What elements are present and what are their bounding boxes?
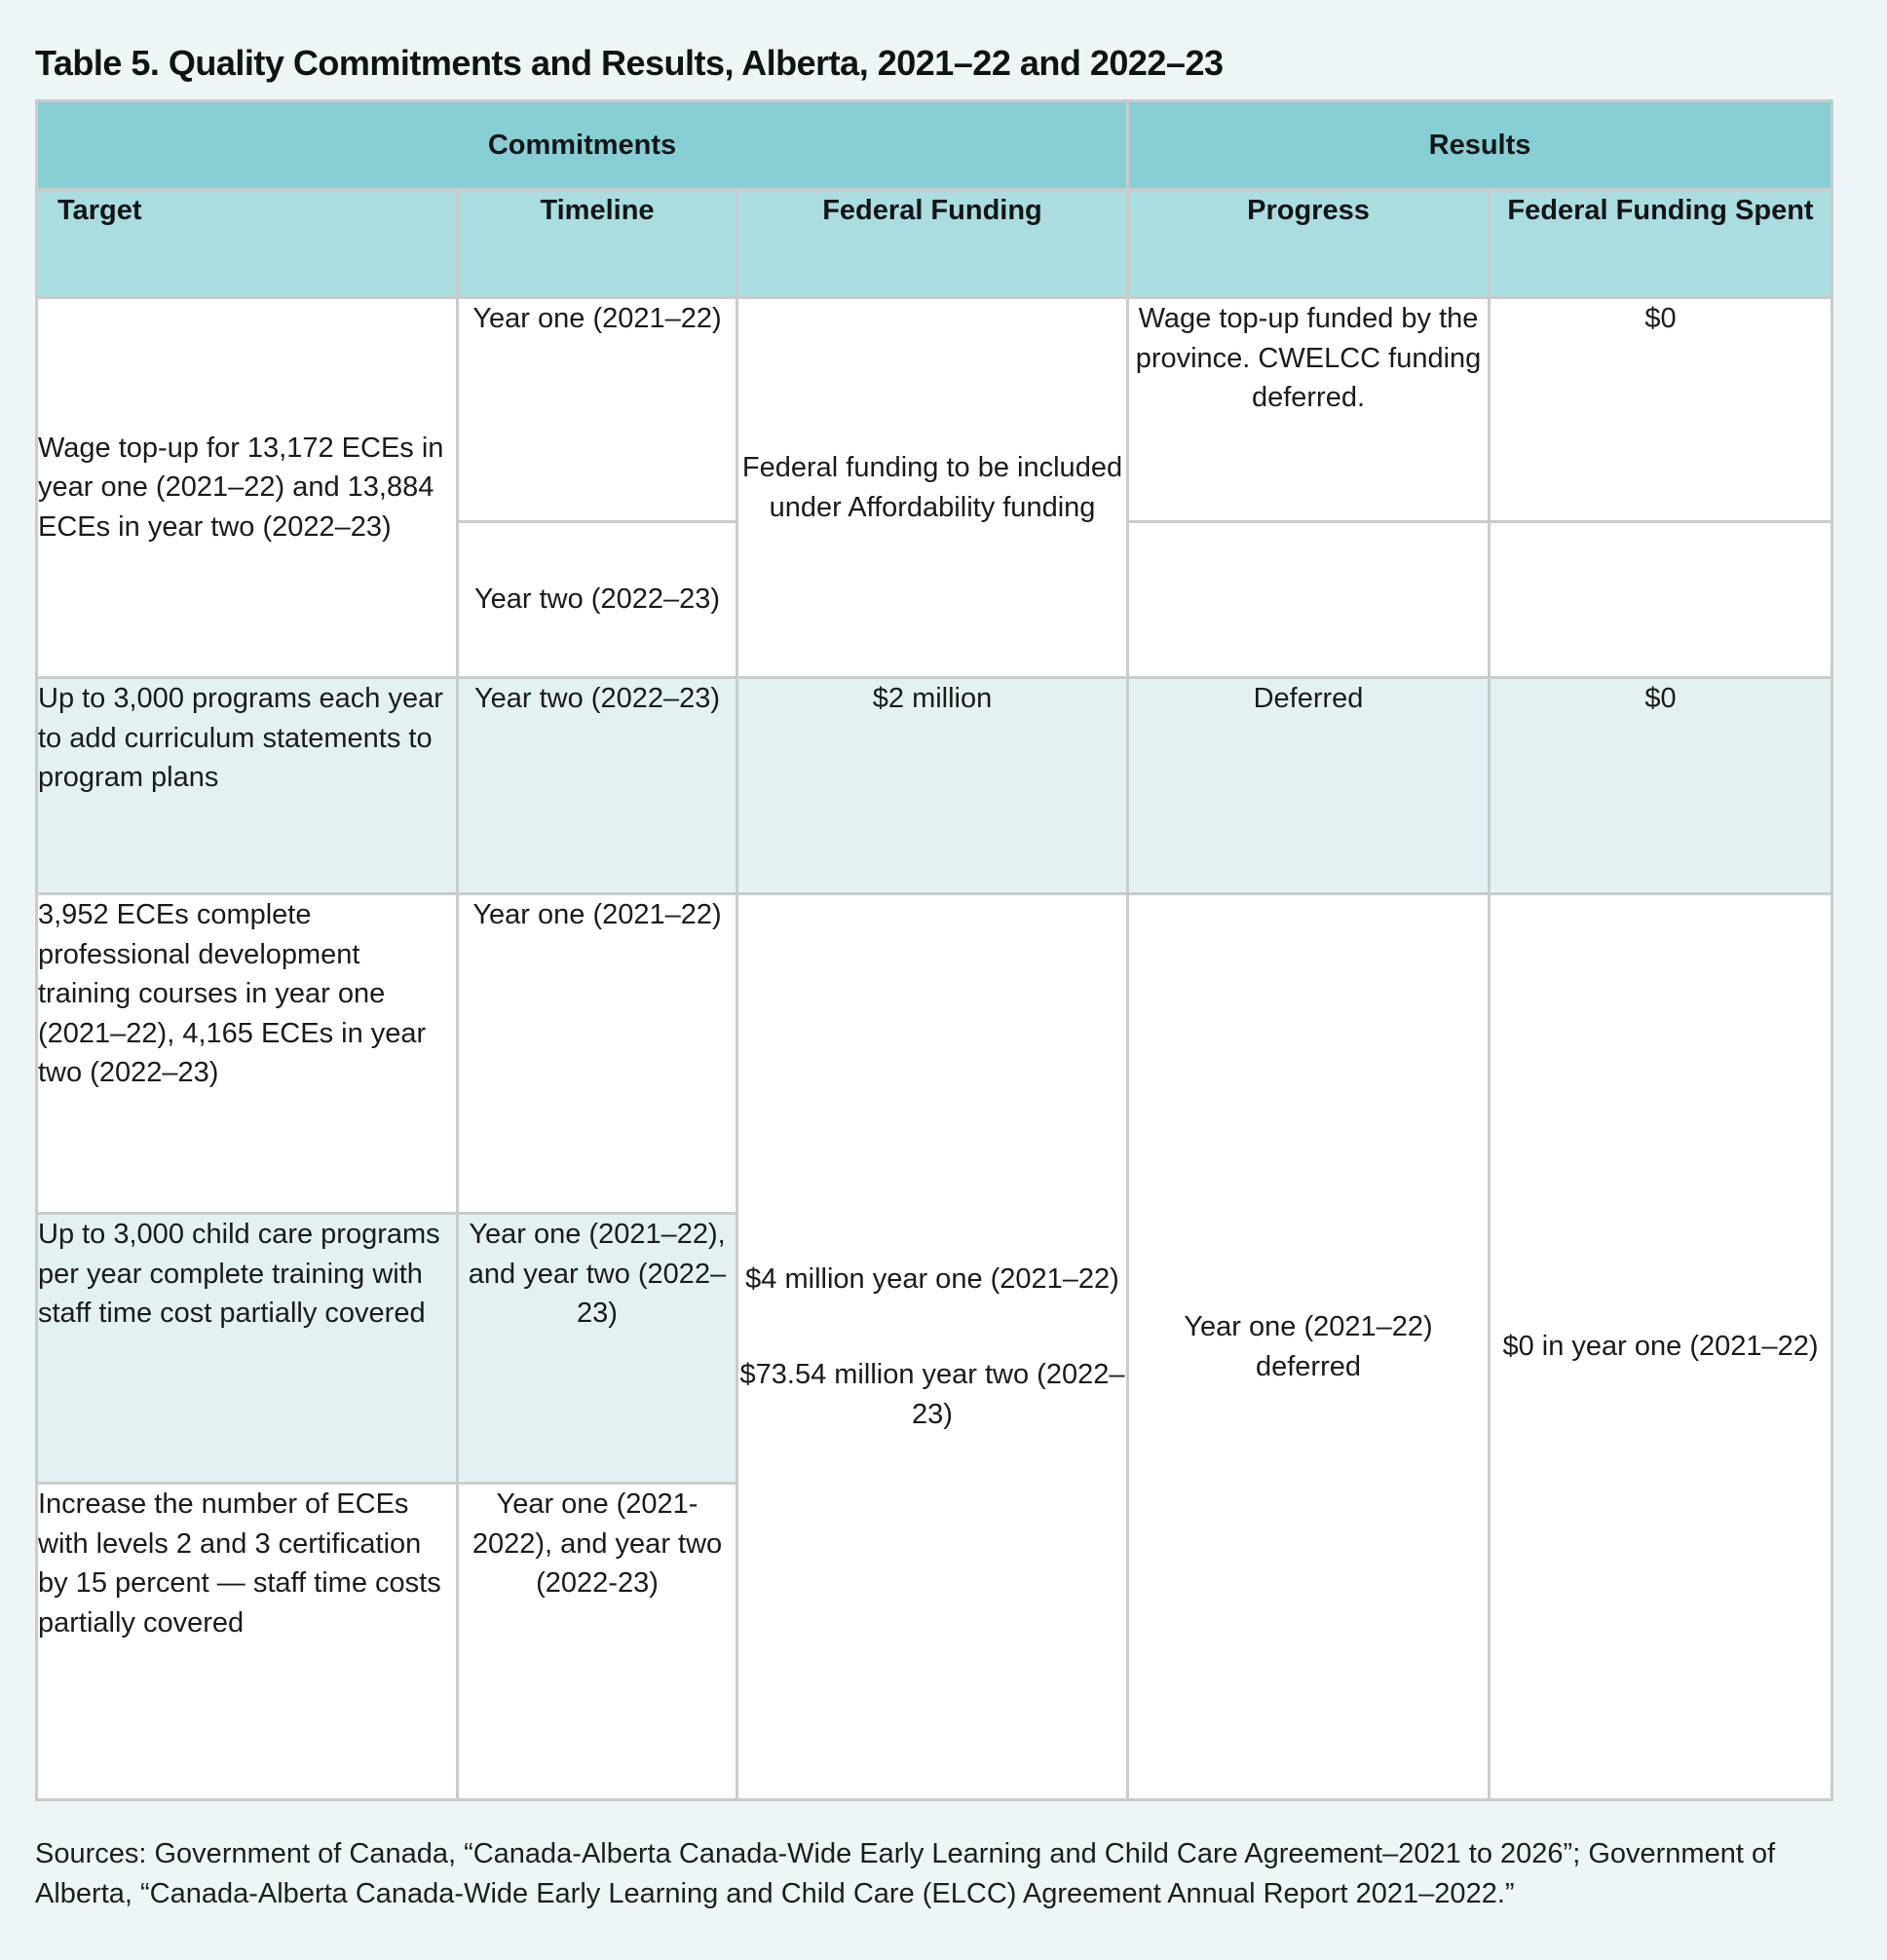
cell-r5-timeline: Year one (2021-2022), and year two (2022-23): [458, 1484, 737, 1800]
group-header-row: [37, 101, 1832, 190]
cell-r4-timeline: Year one (2021–22), and year two (2022–23): [458, 1214, 737, 1484]
cell-r2-progress: Deferred: [1128, 678, 1490, 894]
cell-r345-spent: $0 in year one (2021–22): [1490, 894, 1832, 1800]
cell-r2-timeline: Year two (2022–23): [458, 678, 737, 894]
cell-r1-target: Wage top-up for 13,172 ECEs in year one (2021–22) and 13,884 ECEs in year two (2022–23): [37, 298, 458, 678]
cell-r1-progress-empty: [1128, 522, 1490, 678]
quality-commitments-table: [35, 99, 1833, 1801]
group-header-commitments: Commitments: [37, 101, 1128, 190]
column-header-row: [37, 190, 1832, 298]
cell-r3-timeline: Year one (2021–22): [458, 894, 737, 1214]
col-header-federal-funding: Federal Funding: [737, 190, 1128, 298]
cell-r5-target: Increase the number of ECEs with levels 2 and 3 certification by 15 percent — staff time costs partially covered: [37, 1484, 458, 1800]
col-header-target: Target: [37, 190, 458, 298]
cell-r1-progress: Wage top-up funded by the province. CWELCC funding deferred.: [1128, 298, 1490, 522]
table-row: [37, 894, 1832, 1214]
cell-r2-target: Up to 3,000 programs each year to add curriculum statements to program plans: [37, 678, 458, 894]
col-header-timeline: Timeline: [458, 190, 737, 298]
table-row: [37, 298, 1832, 522]
cell-r4-target: Up to 3,000 child care programs per year complete training with staff time cost partially covered: [37, 1214, 458, 1484]
cell-r1-spent-empty: [1490, 522, 1832, 678]
cell-r1-timeline-year-one: Year one (2021–22): [458, 298, 737, 522]
cell-r2-spent: $0: [1490, 678, 1832, 894]
federal-funding-year-two: $73.54 million year two (2022–23): [739, 1359, 1125, 1430]
cell-r1-timeline-year-two: Year two (2022–23): [458, 522, 737, 678]
col-header-progress: Progress: [1128, 190, 1490, 298]
table-title: Table 5. Quality Commitments and Results, Alberta, 2021–22 and 2022–23: [35, 43, 1224, 83]
sources-note: Sources: Government of Canada, “Canada-Alberta Canada-Wide Early Learning and Child Care Agreement–2021 to 2026”; Government of Alberta, “Canada-Alberta Canada-Wide Early Learning and Child Care (ELCC) Agreement Annual Report 2021–2022.”: [35, 1838, 1776, 1910]
col-header-federal-funding-spent: Federal Funding Spent: [1490, 190, 1832, 298]
cell-r2-federal-funding: $2 million: [737, 678, 1128, 894]
cell-r345-federal-funding: [737, 894, 1128, 1800]
cell-r3-target: 3,952 ECEs complete professional development training courses in year one (2021–22), 4,165 ECEs in year two (2022–23): [37, 894, 458, 1214]
federal-funding-year-one: $4 million year one (2021–22): [745, 1263, 1119, 1295]
table-row: [37, 678, 1832, 894]
cell-r345-progress: Year one (2021–22) deferred: [1128, 894, 1490, 1800]
cell-r1-federal-funding: Federal funding to be included under Affordability funding: [737, 298, 1128, 678]
group-header-results: Results: [1128, 101, 1832, 190]
cell-r1-spent: $0: [1490, 298, 1832, 522]
